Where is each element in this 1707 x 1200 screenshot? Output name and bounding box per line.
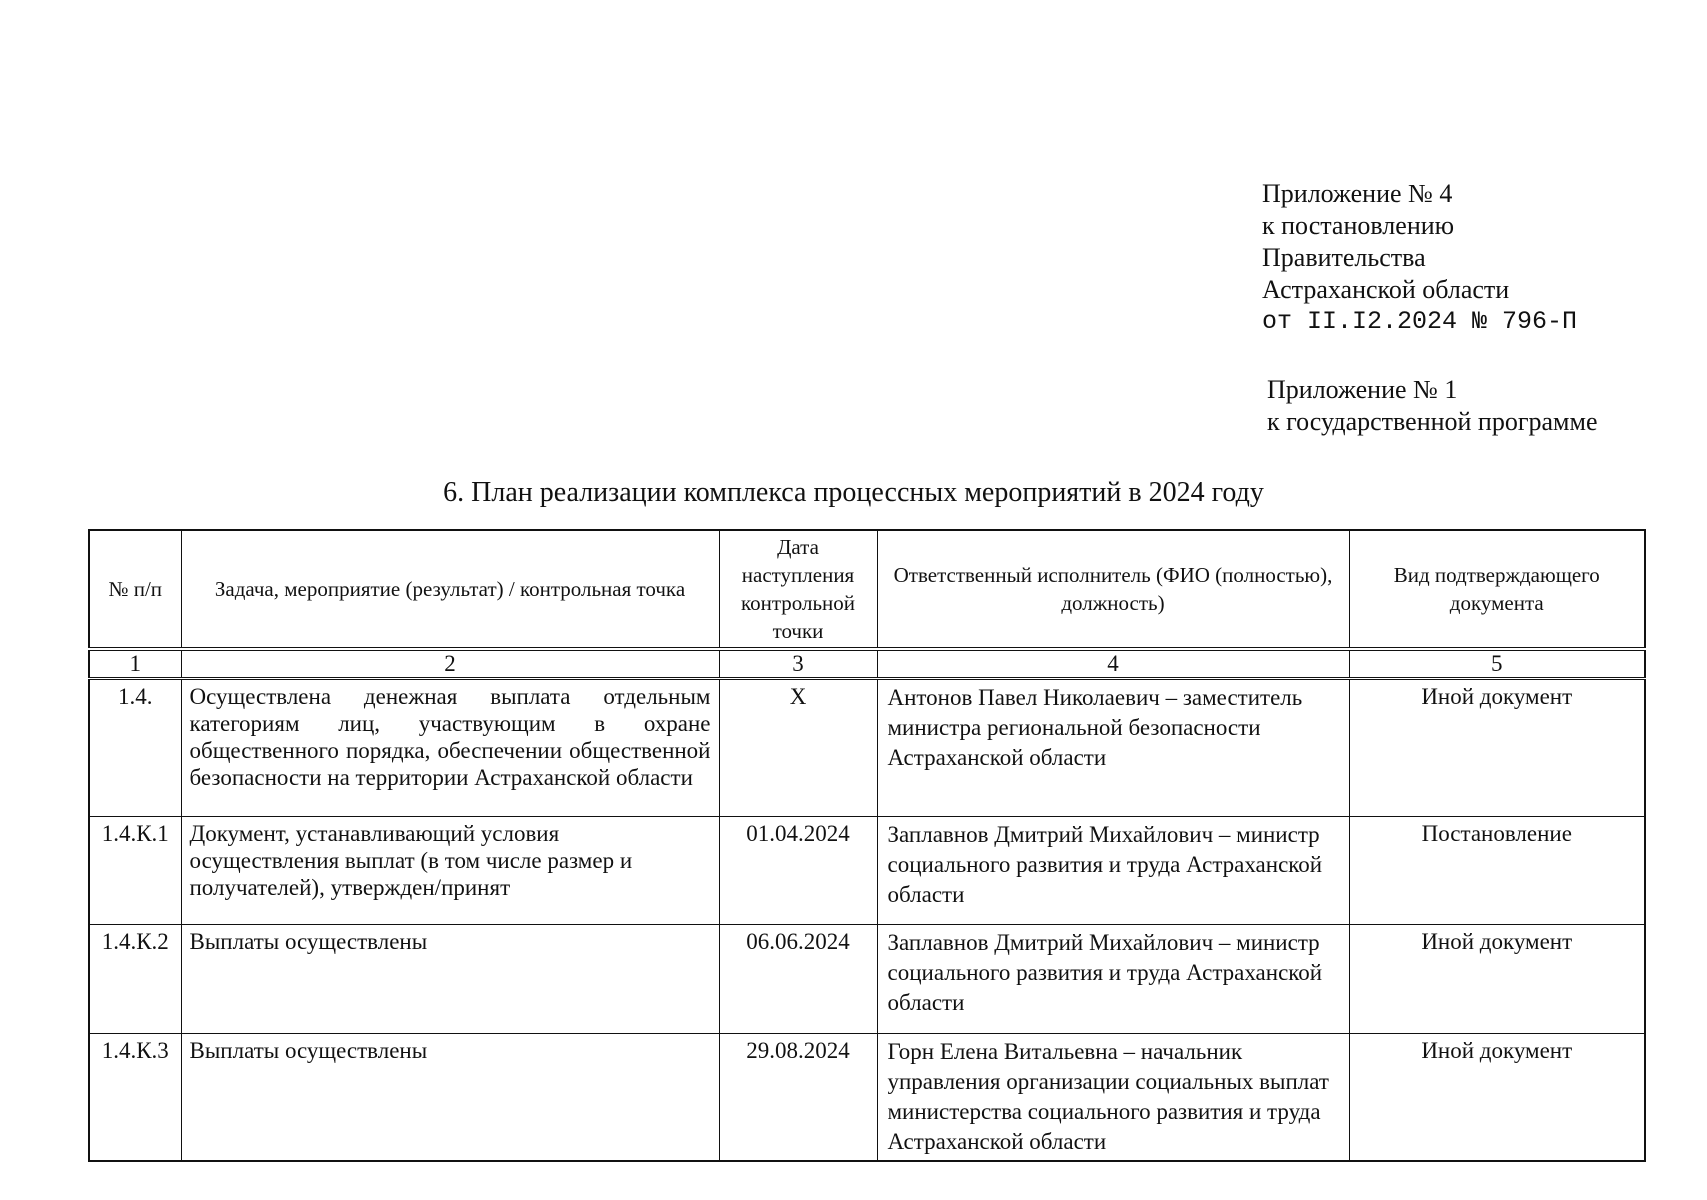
header-responsible: Ответственный исполнитель (ФИО (полностью), должность) bbox=[877, 530, 1349, 649]
appendix-region: Астраханской области bbox=[1262, 275, 1510, 304]
header-date: Дата наступления контрольной точки bbox=[719, 530, 877, 649]
row-task: Документ, устанавливающий условия осуществления выплат (в том числе размер и получателей), утвержден/принят bbox=[181, 817, 719, 925]
column-number: 2 bbox=[181, 649, 719, 679]
column-number: 4 bbox=[877, 649, 1349, 679]
program-appendix-number: Приложение № 1 bbox=[1267, 375, 1458, 404]
row-task: Выплаты осуществлены bbox=[181, 1034, 719, 1162]
program-appendix-target: к государственной программе bbox=[1267, 407, 1598, 436]
column-number: 3 bbox=[719, 649, 877, 679]
table-row bbox=[89, 817, 1645, 925]
column-number-row bbox=[89, 649, 1645, 679]
header-document: Вид подтверждающего документа bbox=[1349, 530, 1645, 649]
row-document-type: Иной документ bbox=[1349, 679, 1645, 817]
row-number: 1.4.К.2 bbox=[89, 925, 181, 1034]
decree-date-number: от II.I2.2024 № 796-П bbox=[1262, 307, 1578, 336]
table-header-row bbox=[89, 530, 1645, 649]
appendix-government: Правительства bbox=[1262, 243, 1426, 272]
row-number: 1.4.К.3 bbox=[89, 1034, 181, 1162]
row-date: 29.08.2024 bbox=[719, 1034, 877, 1162]
row-date: Х bbox=[719, 679, 877, 817]
document-title: 6. План реализации комплекса процессных мероприятий в 2024 году bbox=[443, 477, 1264, 508]
table-row bbox=[89, 1034, 1645, 1162]
row-document-type: Иной документ bbox=[1349, 1034, 1645, 1162]
row-date: 06.06.2024 bbox=[719, 925, 877, 1034]
row-document-type: Постановление bbox=[1349, 817, 1645, 925]
row-responsible: Заплавнов Дмитрий Михайлович – министр социального развития и труда Астраханской области bbox=[877, 925, 1349, 1034]
column-number: 1 bbox=[89, 649, 181, 679]
row-number: 1.4. bbox=[89, 679, 181, 817]
appendix-header bbox=[1262, 178, 1577, 338]
row-task: Осуществлена денежная выплата отдельным категориям лиц, участвующим в охране общественного порядка, обеспечении общественной безопасности на территории Астраханской области bbox=[181, 679, 719, 817]
header-number: № п/п bbox=[89, 530, 181, 649]
row-task: Выплаты осуществлены bbox=[181, 925, 719, 1034]
row-responsible: Горн Елена Витальевна – начальник управления организации социальных выплат министерства социального развития и труда Астраханской области bbox=[877, 1034, 1349, 1162]
row-document-type: Иной документ bbox=[1349, 925, 1645, 1034]
row-responsible: Антонов Павел Николаевич – заместитель министра региональной безопасности Астраханской области bbox=[877, 679, 1349, 817]
appendix-number: Приложение № 4 bbox=[1262, 179, 1453, 208]
program-appendix-header bbox=[1267, 374, 1598, 438]
row-number: 1.4.К.1 bbox=[89, 817, 181, 925]
appendix-to-resolution: к постановлению bbox=[1262, 211, 1455, 240]
table-row bbox=[89, 925, 1645, 1034]
plan-table bbox=[88, 529, 1646, 1162]
table-row bbox=[89, 679, 1645, 817]
header-task: Задача, мероприятие (результат) / контрольная точка bbox=[181, 530, 719, 649]
column-number: 5 bbox=[1349, 649, 1645, 679]
row-date: 01.04.2024 bbox=[719, 817, 877, 925]
row-responsible: Заплавнов Дмитрий Михайлович – министр социального развития и труда Астраханской области bbox=[877, 817, 1349, 925]
